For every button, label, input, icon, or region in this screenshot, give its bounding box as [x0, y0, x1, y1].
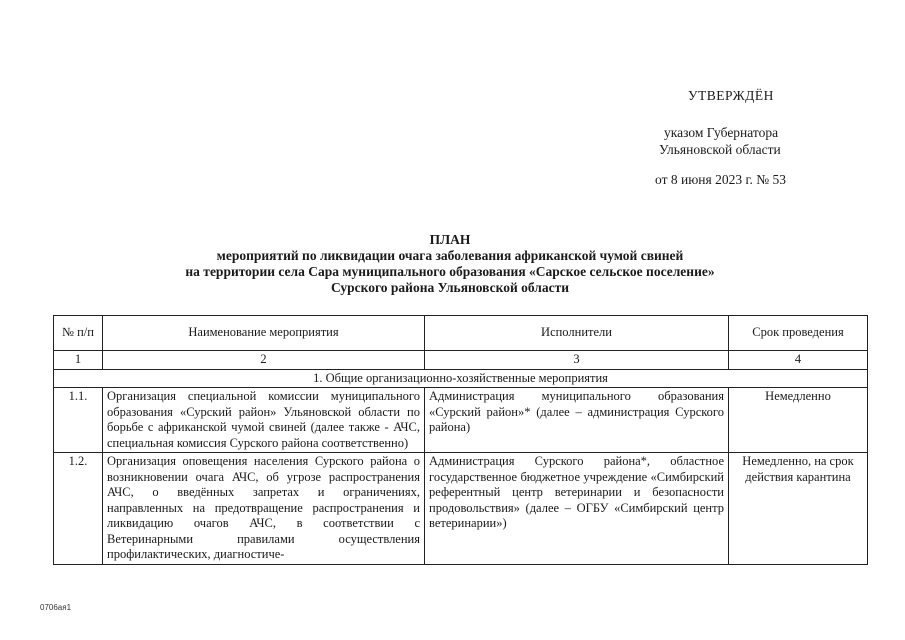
plan-subtitle-line: Сурского района Ульяновской области — [330, 280, 570, 295]
header-term: Срок проведения — [729, 316, 868, 351]
approval-line: Ульяновской области — [659, 142, 781, 157]
approval-title: УТВЕРЖДЁН — [688, 88, 774, 103]
plan-subtitle-line: мероприятий по ликвидации очага заболевания африканской чумой свиней — [216, 248, 684, 263]
row-num: 1.1. — [54, 388, 103, 453]
header-num: № п/п — [54, 316, 103, 351]
header-executors: Исполнители — [425, 316, 729, 351]
plan-subtitle-line: на территории села Сара муниципального образования «Сарское сельское поселение» — [185, 264, 715, 279]
row-term: Немедленно, на срок действия карантина — [729, 453, 868, 565]
column-number: 4 — [729, 351, 868, 370]
row-num: 1.2. — [54, 453, 103, 565]
row-executors: Администрация муниципального образования «Сурский район»* (далее – администрация Сурского района) — [425, 388, 729, 453]
table-row — [54, 388, 868, 453]
header-name: Наименование мероприятия — [103, 316, 425, 351]
row-name: Организация специальной комиссии муниципального образования «Сурский район» Ульяновской области по борьбе с африканской чумой свиней (далее также - АЧС, специальная комиссия Сурского района соответственно) — [103, 388, 425, 453]
approval-line: указом Губернатора — [664, 125, 779, 140]
footer-code: 0706ая1 — [40, 603, 72, 612]
row-name: Организация оповещения населения Сурского района о возникновении очага АЧС, об угрозе распространения АЧС, о введённых запретах и ограничениях, направленных на предотвращение распространения и ликвидацию очагов АЧС, в соответствии с Ветеринарными правилами осуществления профилактических, диагностиче- — [103, 453, 425, 565]
column-number: 2 — [103, 351, 425, 370]
table-row — [54, 453, 868, 565]
approval-date: от 8 июня 2023 г. № 53 — [655, 172, 786, 187]
plan-title: ПЛАН — [429, 232, 471, 247]
section-title: 1. Общие организационно-хозяйственные мероприятия — [54, 369, 868, 388]
column-number-row — [54, 351, 868, 370]
section-row — [54, 369, 868, 388]
plan-table — [53, 315, 868, 565]
column-number: 3 — [425, 351, 729, 370]
row-executors: Администрация Сурского района*, областное государственное бюджетное учреждение «Симбирский референтный центр ветеринарии и безопасности продовольствия» (далее – ОГБУ «Симбирский центр ветеринарии») — [425, 453, 729, 565]
table-header-row — [54, 316, 868, 351]
row-term: Немедленно — [729, 388, 868, 453]
column-number: 1 — [54, 351, 103, 370]
